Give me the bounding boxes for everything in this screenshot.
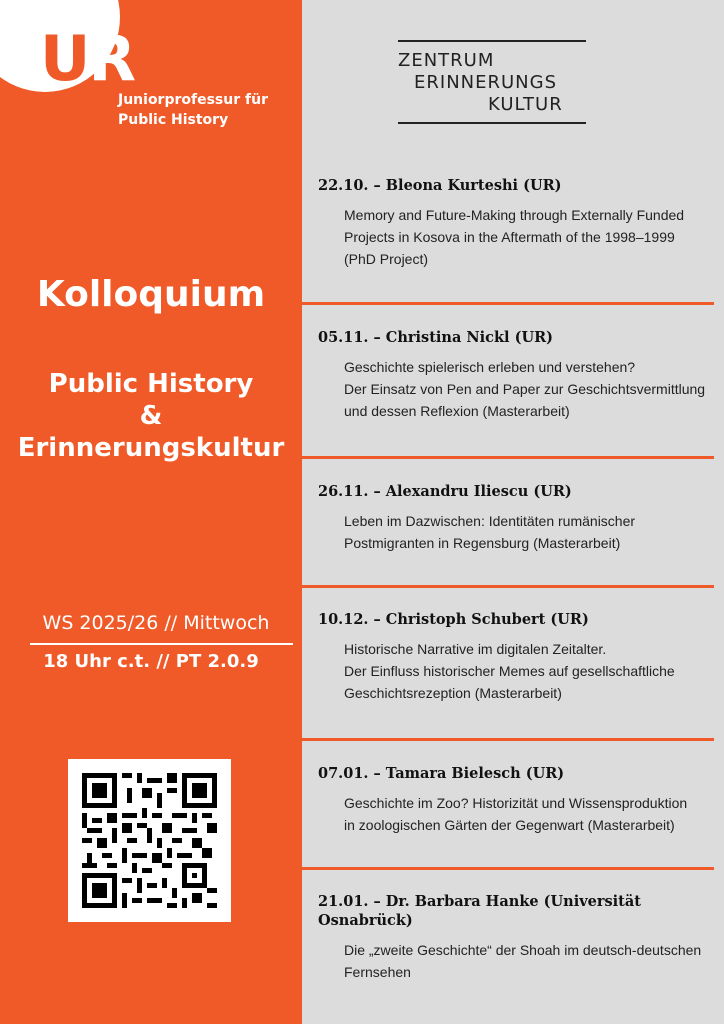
event-heading: 07.01. – Tamara Bielesch (UR) bbox=[318, 765, 565, 782]
event-item bbox=[318, 176, 710, 270]
logo-letter-u: U bbox=[40, 22, 89, 95]
subtitle-ampersand: & bbox=[139, 401, 163, 431]
event-heading: 21.01. – Dr. Barbara Hanke (Universität Osnabrück) bbox=[318, 893, 641, 929]
event-item bbox=[318, 482, 710, 554]
partner-logo-line1: ZENTRUM bbox=[398, 50, 495, 71]
event-desc-line: Fernsehen bbox=[344, 964, 411, 980]
event-separator bbox=[302, 585, 714, 588]
partner-logo bbox=[398, 40, 586, 124]
event-desc-line: Der Einfluss historischer Memes auf gesellschaftliche bbox=[344, 663, 675, 679]
event-desc-line: Postmigranten in Regensburg (Masterarbeit) bbox=[344, 535, 621, 551]
subtitle-line3: Erinnerungskultur bbox=[17, 433, 285, 463]
chair-name-line1: Juniorprofessur für bbox=[118, 92, 268, 108]
event-item bbox=[318, 892, 710, 983]
event-desc-line: Leben im Dazwischen: Identitäten rumänischer bbox=[344, 513, 636, 529]
event-separator bbox=[302, 456, 714, 459]
subtitle bbox=[0, 368, 302, 464]
event-description bbox=[344, 356, 710, 422]
event-item bbox=[318, 764, 710, 836]
subtitle-line1: Public History bbox=[48, 369, 254, 399]
event-desc-line: Projects in Kosova in the Aftermath of the 1998–1999 bbox=[344, 229, 675, 245]
event-desc-line: Memory and Future-Making through Externally Funded bbox=[344, 207, 685, 223]
event-desc-line: (PhD Project) bbox=[344, 251, 429, 267]
partner-logo-bottom-rule bbox=[398, 122, 586, 124]
qr-code[interactable] bbox=[68, 759, 231, 922]
event-desc-line: Historische Narrative im digitalen Zeitalter. bbox=[344, 641, 607, 657]
university-logo bbox=[40, 22, 135, 95]
event-heading: 22.10. – Bleona Kurteshi (UR) bbox=[318, 177, 562, 194]
page-title: Kolloquium bbox=[36, 274, 266, 315]
event-desc-line: Geschichte spielerisch erleben und verstehen? bbox=[344, 359, 636, 375]
event-desc-line: Der Einsatz von Pen and Paper zur Geschichtsvermittlung bbox=[344, 381, 706, 397]
event-description bbox=[344, 939, 710, 983]
qr-code-icon bbox=[82, 773, 217, 908]
event-separator bbox=[302, 867, 714, 870]
event-desc-line: Geschichte im Zoo? Historizität und Wissensproduktion bbox=[344, 795, 688, 811]
event-heading: 10.12. – Christoph Schubert (UR) bbox=[318, 611, 589, 628]
event-desc-line: Geschichtsrezeption (Masterarbeit) bbox=[344, 685, 562, 701]
logo-letter-r: R bbox=[88, 22, 135, 95]
chair-name-line2: Public History bbox=[118, 112, 229, 128]
divider bbox=[30, 643, 293, 645]
event-description bbox=[344, 638, 710, 704]
event-description bbox=[344, 204, 710, 270]
event-heading: 26.11. – Alexandru Iliescu (UR) bbox=[318, 483, 572, 500]
event-desc-line: und dessen Reflexion (Masterarbeit) bbox=[344, 403, 570, 419]
event-description bbox=[344, 510, 710, 554]
partner-logo-line2: ERINNERUNGS bbox=[414, 72, 558, 93]
partner-logo-line3: KULTUR bbox=[488, 94, 563, 115]
event-desc-line: Die „zweite Geschichte“ der Shoah im deutsch-deutschen bbox=[344, 942, 702, 958]
event-desc-line: in zoologischen Gärten der Gegenwart (Masterarbeit) bbox=[344, 817, 675, 833]
event-item bbox=[318, 328, 710, 422]
event-separator bbox=[302, 302, 714, 305]
event-separator bbox=[302, 738, 714, 741]
partner-logo-top-rule bbox=[398, 40, 586, 42]
event-description bbox=[344, 792, 710, 836]
semester-label: WS 2025/26 // Mittwoch bbox=[42, 612, 270, 634]
event-item bbox=[318, 610, 710, 704]
time-place: 18 Uhr c.t. // PT 2.0.9 bbox=[43, 651, 259, 672]
event-heading: 05.11. – Christina Nickl (UR) bbox=[318, 329, 553, 346]
chair-name bbox=[118, 90, 268, 130]
